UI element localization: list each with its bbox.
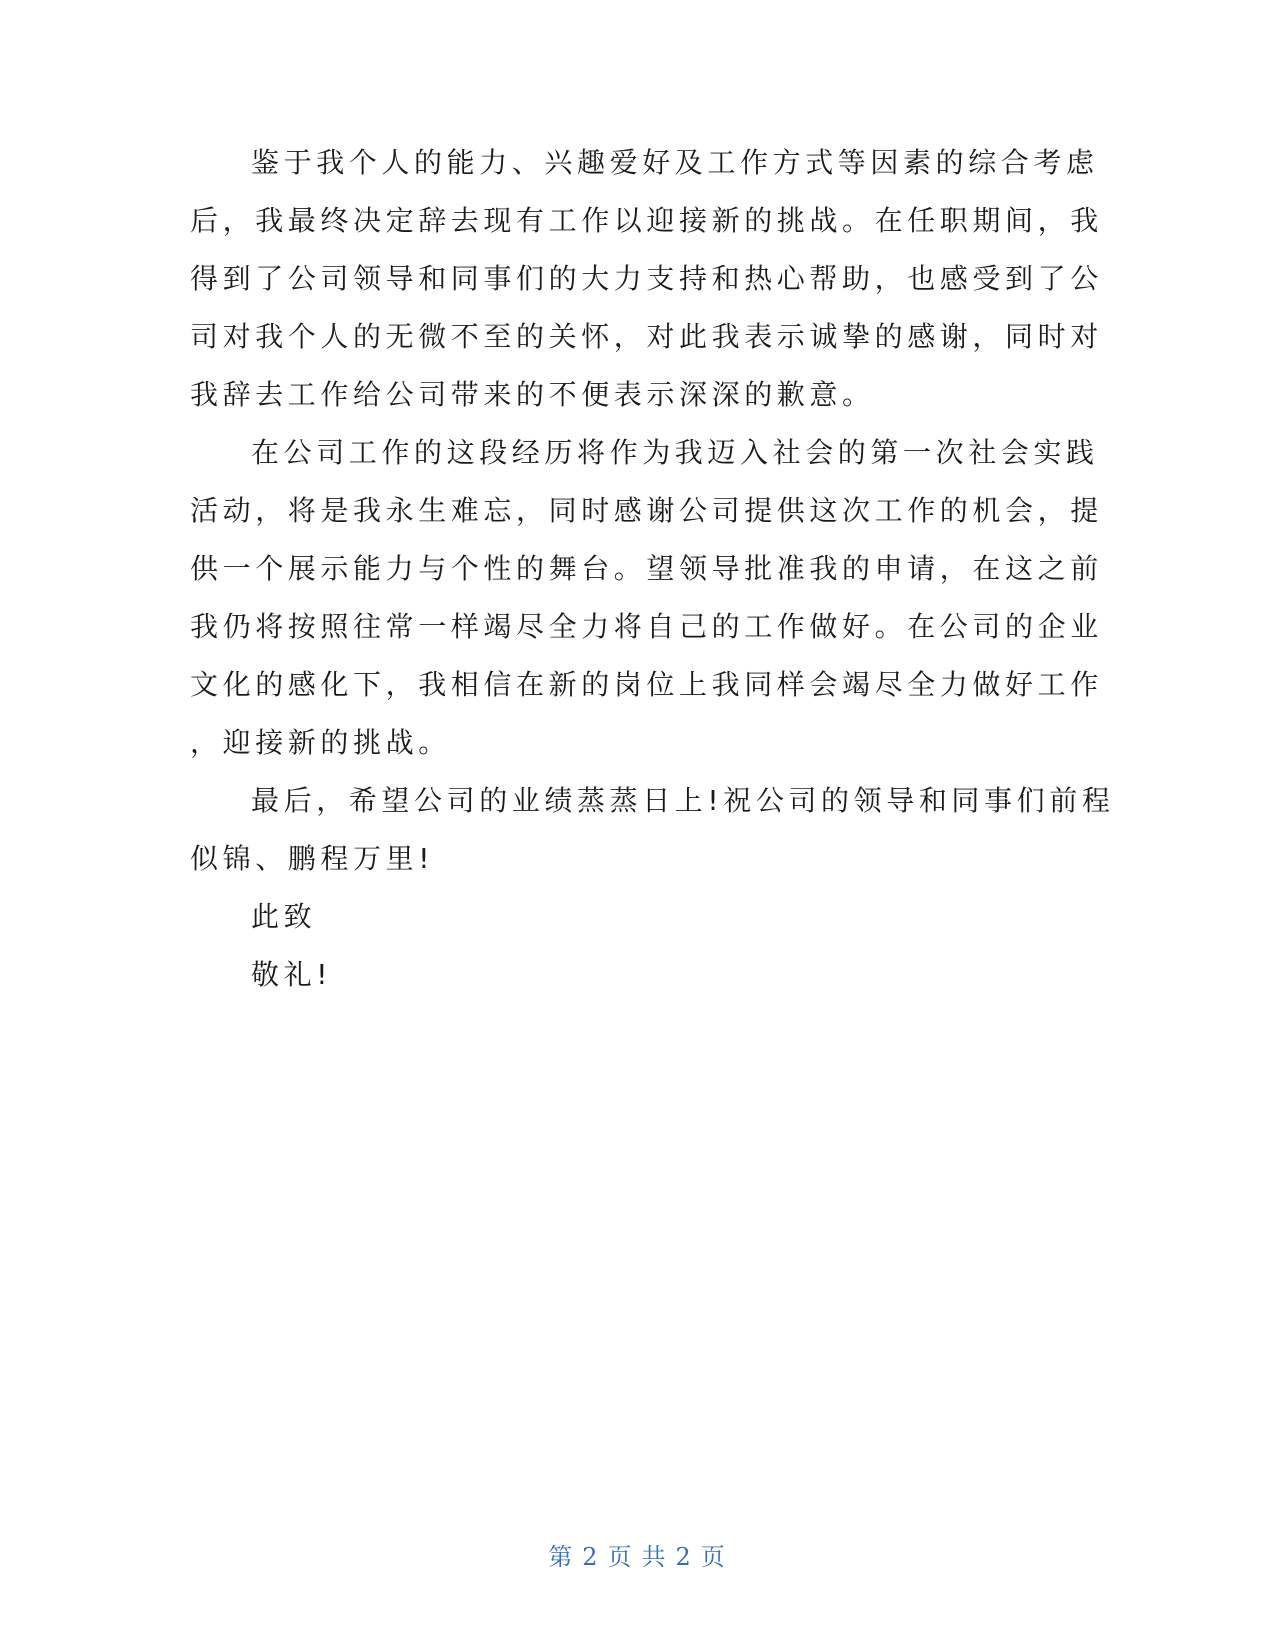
- paragraph-line: 文化的感化下，我相信在新的岗位上我同样会竭尽全力做好工作: [190, 668, 1103, 701]
- footer-total-pages: 2: [675, 1543, 693, 1571]
- footer-current-page: 2: [582, 1543, 600, 1571]
- footer-page-unit: 页: [607, 1543, 634, 1571]
- page-footer: [0, 1542, 1275, 1572]
- closing-regards: 敬礼!: [251, 958, 333, 991]
- paragraph-line: 得到了公司领导和同事们的大力支持和热心帮助，也感受到了公: [190, 262, 1103, 295]
- footer-total-label: 共: [641, 1543, 668, 1571]
- paragraph-line: 我仍将按照往常一样竭尽全力将自己的工作做好。在公司的企业: [190, 610, 1103, 643]
- paragraph-line: 司对我个人的无微不至的关怀，对此我表示诚挚的感谢，同时对: [190, 320, 1103, 353]
- paragraph-line: 鉴于我个人的能力、兴趣爱好及工作方式等因素的综合考虑: [251, 146, 1099, 179]
- paragraph-line: 活动，将是我永生难忘，同时感谢公司提供这次工作的机会，提: [190, 494, 1103, 527]
- paragraph-line: 似锦、鹏程万里!: [190, 842, 435, 875]
- footer-page-label: 第: [548, 1543, 575, 1571]
- closing-salutation: 此致: [251, 900, 317, 933]
- paragraph-line: 在公司工作的这段经历将作为我迈入社会的第一次社会实践: [251, 436, 1099, 469]
- paragraph-line: 供一个展示能力与个性的舞台。望领导批准我的申请，在这之前: [190, 552, 1103, 585]
- paragraph-line: 后，我最终决定辞去现有工作以迎接新的挑战。在任职期间，我: [190, 204, 1103, 237]
- footer-total-unit: 页: [700, 1543, 727, 1571]
- paragraph-line: 最后，希望公司的业绩蒸蒸日上!祝公司的领导和同事们前程: [251, 784, 1115, 817]
- paragraph-line: ，迎接新的挑战。: [190, 726, 451, 759]
- paragraph-line: 我辞去工作给公司带来的不便表示深深的歉意。: [190, 378, 875, 411]
